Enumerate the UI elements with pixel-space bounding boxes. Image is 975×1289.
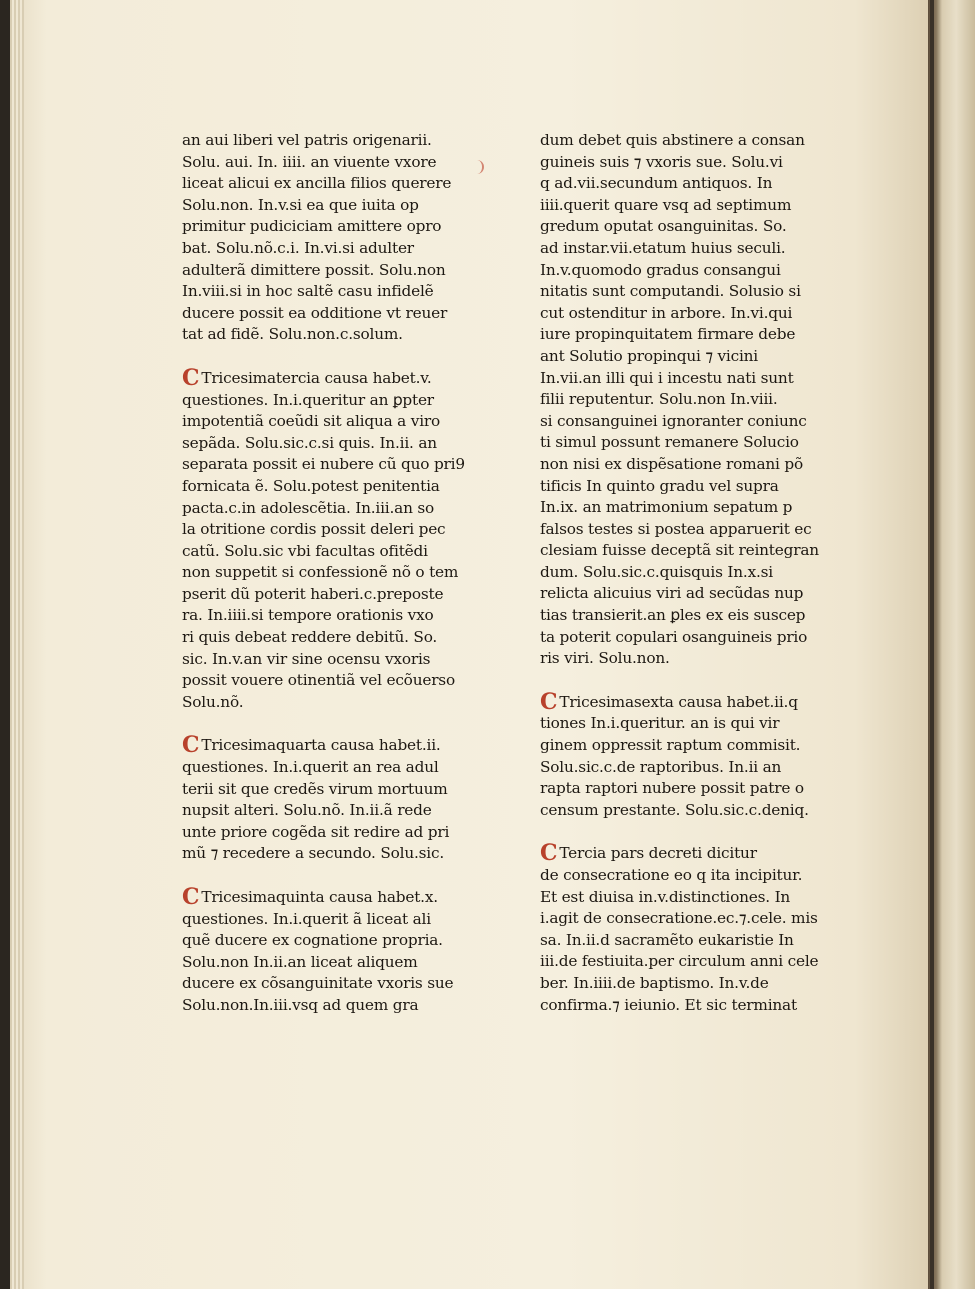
line-text: ra. In.iiii.si tempore orationis vxo — [182, 606, 434, 625]
text-line — [540, 930, 850, 952]
text-line — [182, 303, 502, 325]
text-line — [182, 692, 502, 714]
text-line — [540, 519, 850, 541]
line-text: de consecratione eo q ita incipitur. — [540, 866, 803, 884]
line-text: In.ix. an matrimonium sepatum p — [540, 498, 793, 517]
line-text: Solu.non. In.v.si ea que iuita op — [182, 195, 419, 214]
text-line — [540, 411, 850, 433]
text-line — [182, 973, 502, 995]
text-line — [182, 519, 502, 541]
text-line — [540, 454, 850, 476]
text-line — [540, 389, 850, 411]
line-text: questiones. In.i.queritur an ꝑpter — [182, 390, 434, 409]
line-text: ti simul possunt remanere Solucio — [540, 433, 799, 452]
text-line — [182, 238, 502, 260]
line-text: unte priore cogẽda sit redire ad pri — [182, 822, 450, 841]
line-text: possit vouere otinentiã vel ecõuerso — [182, 671, 455, 690]
text-line — [540, 303, 850, 325]
line-text: In.viii.si in hoc saltẽ casu infidelẽ — [182, 282, 434, 301]
text-paragraph — [182, 130, 502, 346]
text-line — [540, 195, 850, 217]
line-text: sa. In.ii.d sacramẽto eukaristie In — [540, 930, 794, 949]
text-line — [182, 390, 502, 412]
line-text: bat. Solu.nõ.c.i. In.vi.si adulter — [182, 238, 414, 257]
text-line — [540, 627, 850, 649]
text-line — [540, 562, 850, 584]
text-line — [540, 800, 850, 822]
text-line — [540, 908, 850, 930]
text-line — [182, 541, 502, 563]
text-line — [182, 562, 502, 584]
line-text: non suppetit si confessionẽ nõ o tem — [182, 563, 459, 582]
line-text: sepãda. Solu.sic.c.si quis. In.ii. an — [182, 433, 437, 452]
text-line — [182, 952, 502, 974]
line-text: fornicata ẽ. Solu.potest penitentia — [182, 476, 440, 495]
line-text: ber. In.iiii.de baptismo. In.v.de — [540, 973, 769, 992]
binding-spine — [928, 0, 975, 1289]
text-line — [182, 822, 502, 844]
text-line — [540, 346, 850, 368]
text-line — [182, 605, 502, 627]
text-line — [540, 173, 850, 195]
text-line — [540, 688, 850, 715]
text-line — [182, 324, 502, 346]
line-text: quẽ ducere ex cognatione propria. — [182, 931, 443, 950]
line-text: i.agit de consecratione.ec.⁊.cele. mis — [540, 909, 818, 928]
text-line — [182, 411, 502, 433]
text-paragraph — [540, 688, 850, 822]
line-text: separata possit ei nubere cũ quo pri9 — [182, 455, 465, 474]
text-line — [540, 260, 850, 282]
line-text: tat ad fidẽ. Solu.non.c.solum. — [182, 325, 403, 344]
text-line — [540, 887, 850, 909]
text-paragraph — [540, 130, 850, 670]
line-text: mũ ⁊ recedere a secundo. Solu.sic. — [182, 844, 445, 863]
text-line — [182, 364, 502, 391]
text-paragraph — [182, 732, 502, 865]
line-text: Solu.non In.ii.an liceat aliquem — [182, 952, 418, 971]
line-text: ri quis debeat reddere debitũ. So. — [182, 628, 438, 647]
left-text-column — [182, 130, 502, 1039]
text-line — [182, 843, 502, 865]
text-line — [540, 713, 850, 735]
line-text: ducere possit ea odditione vt reuer — [182, 303, 448, 322]
text-line — [182, 216, 502, 238]
text-line — [182, 930, 502, 952]
line-text: cut ostenditur in arbore. In.vi.qui — [540, 303, 793, 322]
rubric-paragraph-mark: C — [182, 364, 200, 391]
line-text: ginem oppressit raptum commisit. — [540, 736, 801, 755]
text-line — [182, 195, 502, 217]
line-text: tias transierit.an ꝑles ex eis suscep — [540, 606, 806, 625]
line-text: primitur pudiciciam amittere opro — [182, 217, 442, 236]
rubric-paragraph-mark: C — [540, 688, 558, 715]
text-line — [540, 840, 850, 867]
line-text: Tricesimaquarta causa habet.ii. — [201, 736, 441, 755]
text-line — [182, 433, 502, 455]
line-text: si consanguinei ignoranter coniunc — [540, 411, 807, 430]
text-line — [182, 627, 502, 649]
line-text: Tercia pars decreti dicitur — [559, 844, 757, 863]
text-line — [540, 778, 850, 800]
text-line — [182, 498, 502, 520]
line-text: pacta.c.in adolescẽtia. In.iii.an so — [182, 498, 435, 517]
text-line — [540, 432, 850, 454]
line-text: nupsit alteri. Solu.nõ. In.ii.ã rede — [182, 801, 432, 820]
text-line — [540, 605, 850, 627]
text-paragraph — [182, 364, 502, 714]
rubric-paragraph-mark: C — [182, 884, 200, 910]
text-line — [540, 216, 850, 238]
text-line — [540, 540, 850, 562]
text-line — [540, 497, 850, 519]
line-text: nitatis sunt computandi. Solusio si — [540, 282, 801, 301]
text-line — [182, 757, 502, 779]
text-line — [182, 152, 502, 174]
text-line — [540, 648, 850, 670]
rubric-paragraph-mark: C — [540, 840, 558, 867]
line-text: In.v.quomodo gradus consangui — [540, 260, 781, 279]
text-line — [540, 973, 850, 995]
line-text: In.vii.an illi qui i incestu nati sunt — [540, 368, 794, 387]
line-text: liceat alicui ex ancilla filios querere — [182, 174, 452, 193]
text-line — [540, 281, 850, 303]
line-text: ducere ex cõsanguinitate vxoris sue — [182, 974, 454, 993]
line-text: catũ. Solu.sic vbi facultas ofitẽdi — [182, 541, 428, 560]
line-text: iii.de festiuita.per circulum anni cele — [540, 952, 819, 971]
text-line — [540, 583, 850, 605]
line-text: gredum oputat osanguinitas. So. — [540, 217, 787, 236]
line-text: ant Solutio propinqui ⁊ vicini — [540, 346, 758, 365]
line-text: filii reputentur. Solu.non In.viii. — [540, 390, 778, 409]
binding-gutter — [930, 0, 934, 1289]
line-text: clesiam fuisse deceptã sit reintegran — [540, 541, 819, 560]
text-line — [182, 281, 502, 303]
line-text: Solu.non.In.iii.vsq ad quem gra — [182, 995, 419, 1014]
text-line — [540, 865, 850, 887]
right-text-column — [540, 130, 850, 1038]
text-paragraph — [182, 884, 502, 1017]
line-text: adulterã dimittere possit. Solu.non — [182, 260, 446, 279]
text-paragraph — [540, 840, 850, 1016]
text-line — [540, 238, 850, 260]
line-text: tiones In.i.queritur. an is qui vir — [540, 714, 780, 733]
line-text: Tricesimasexta causa habet.ii.q — [559, 692, 798, 711]
text-line — [540, 476, 850, 498]
text-line — [540, 735, 850, 757]
line-text: falsos testes si postea apparuerit ec — [540, 519, 812, 538]
line-text: questiones. In.i.querit ã liceat ali — [182, 909, 431, 928]
line-text: dum. Solu.sic.c.quisquis In.x.si — [540, 562, 773, 581]
line-text: Et est diuisa in.v.distinctiones. In — [540, 887, 791, 906]
line-text: tificis In quinto gradu vel supra — [540, 476, 779, 495]
line-text: an aui liberi vel patris origenarii. — [182, 131, 432, 149]
line-text: censum prestante. Solu.sic.c.deniq. — [540, 800, 809, 819]
text-line — [540, 324, 850, 346]
line-text: Solu.nõ. — [182, 692, 244, 711]
page-edge-stack — [10, 0, 24, 1289]
line-text: guineis suis ⁊ vxoris sue. Solu.vi — [540, 152, 783, 171]
text-line — [182, 260, 502, 282]
line-text: Solu. aui. In. iiii. an viuente vxore — [182, 152, 437, 171]
line-text: non nisi ex dispẽsatione romani põ — [540, 454, 803, 473]
rubric-paragraph-mark: C — [182, 732, 200, 759]
text-line — [540, 152, 850, 174]
text-line — [182, 454, 502, 476]
text-line — [182, 670, 502, 692]
line-text: confirma.⁊ ieiunio. Et sic terminat — [540, 995, 797, 1014]
text-line — [182, 649, 502, 671]
line-text: rapta raptori nubere possit patre o — [540, 779, 804, 798]
text-line — [540, 995, 850, 1017]
text-line — [182, 130, 502, 152]
line-text: ta poterit copulari osanguineis prio — [540, 627, 808, 646]
line-text: Solu.sic.c.de raptoribus. In.ii an — [540, 757, 782, 776]
line-text: pserit dũ poterit haberi.c.preposte — [182, 584, 444, 603]
text-line — [182, 732, 502, 759]
line-text: impotentiã coeũdi sit aliqua a viro — [182, 412, 441, 431]
line-text: questiones. In.i.querit an rea adul — [182, 758, 439, 777]
text-line — [540, 368, 850, 390]
line-text: iure propinquitatem firmare debe — [540, 325, 796, 344]
line-text: relicta alicuius viri ad secũdas nup — [540, 584, 804, 603]
line-text: q ad.vii.secundum antiquos. In — [540, 174, 773, 193]
line-text: Tricesimatercia causa habet.v. — [201, 368, 432, 387]
text-line — [182, 476, 502, 498]
line-text: iiii.querit quare vsq ad septimum — [540, 195, 792, 214]
text-line — [182, 995, 502, 1017]
line-text: Tricesimaquinta causa habet.x. — [201, 888, 438, 906]
line-text: sic. In.v.an vir sine ocensu vxoris — [182, 649, 431, 668]
text-line — [182, 800, 502, 822]
text-line — [540, 130, 850, 152]
text-line — [182, 584, 502, 606]
line-text: dum debet quis abstinere a consan — [540, 131, 805, 149]
line-text: terii sit que credẽs virum mortuum — [182, 779, 448, 798]
line-text: ad instar.vii.etatum huius seculi. — [540, 238, 786, 257]
line-text: la otritione cordis possit deleri pec — [182, 520, 446, 539]
line-text: ris viri. Solu.non. — [540, 649, 670, 668]
text-line — [182, 884, 502, 910]
text-line — [182, 779, 502, 801]
text-line — [540, 757, 850, 779]
text-line — [182, 173, 502, 195]
text-line — [540, 951, 850, 973]
text-line — [182, 909, 502, 931]
